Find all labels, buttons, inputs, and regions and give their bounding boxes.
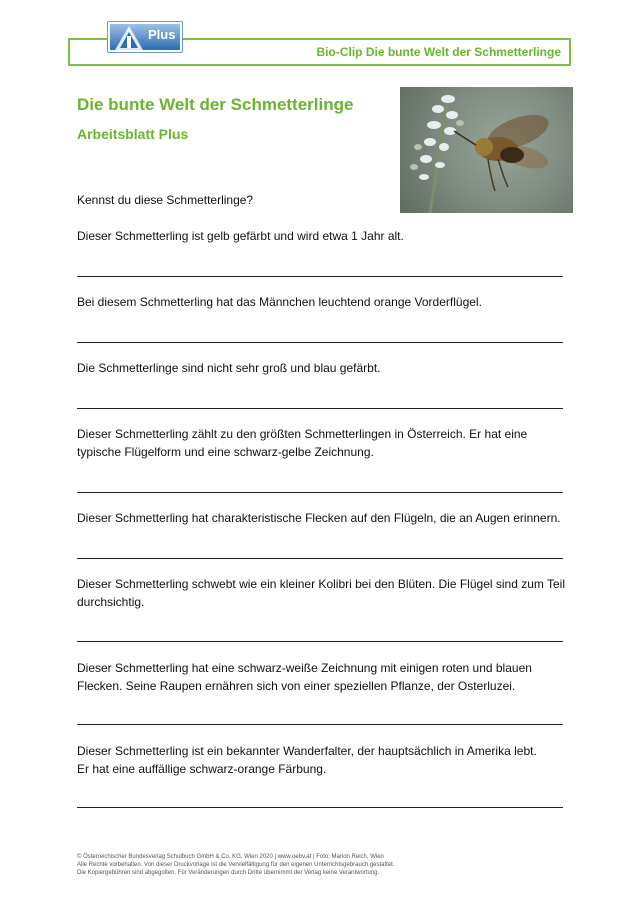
answer-line[interactable] bbox=[77, 641, 563, 642]
question-line: Er hat eine auffällige schwarz-orange Färbung. bbox=[77, 762, 327, 776]
triangle-logo-icon bbox=[113, 24, 145, 52]
logo bbox=[107, 21, 183, 53]
question-text bbox=[77, 359, 567, 377]
question-line: Dieser Schmetterling schwebt wie ein kleiner Kolibri bei den Blüten. Die Flügel sind zum Teil bbox=[77, 577, 566, 591]
question-line: Bei diesem Schmetterling hat das Männchen leuchtend orange Vorderflügel. bbox=[77, 295, 482, 309]
question-text bbox=[77, 293, 567, 311]
answer-line[interactable] bbox=[77, 558, 563, 559]
footer-line: Die Kopiergebühren sind abgegolten. Für Veränderungen durch Dritte übernimmt der Verlag keine Verantwortung. bbox=[77, 870, 380, 876]
intro-text: Kennst du diese Schmetterlinge? bbox=[77, 193, 254, 207]
question-line: typische Flügelform und eine schwarz-gelbe Zeichnung. bbox=[77, 445, 374, 459]
footer bbox=[77, 853, 395, 877]
footer-line: © Österreichischer Bundesverlag Schulbuch GmbH & Co. KG, Wien 2020 | www.oebv.at | Foto: Marion Reich, Wien bbox=[77, 854, 384, 860]
question-text bbox=[77, 509, 567, 527]
answer-line[interactable] bbox=[77, 492, 563, 493]
answer-line[interactable] bbox=[77, 408, 563, 409]
answer-line[interactable] bbox=[77, 724, 563, 725]
question-text bbox=[77, 742, 567, 778]
question-line: Dieser Schmetterling ist gelb gefärbt und wird etwa 1 Jahr alt. bbox=[77, 229, 404, 243]
question-line: Die Schmetterlinge sind nicht sehr groß und blau gefärbt. bbox=[77, 361, 381, 375]
footer-line: Alle Rechte vorbehalten. Von dieser Druckvorlage ist die Vervielfältigung für den eigenen Unterrichtsgebrauch gestattet. bbox=[77, 862, 395, 868]
page-title: Die bunte Welt der Schmetterlinge bbox=[77, 95, 354, 114]
page-subtitle: Arbeitsblatt Plus bbox=[77, 126, 189, 142]
question-text bbox=[77, 425, 567, 461]
question-line: Dieser Schmetterling ist ein bekannter Wanderfalter, der hauptsächlich in Amerika lebt. bbox=[77, 744, 537, 758]
answer-line[interactable] bbox=[77, 276, 563, 277]
question-text bbox=[77, 575, 567, 611]
answer-line[interactable] bbox=[77, 342, 563, 343]
question-line: durchsichtig. bbox=[77, 595, 145, 609]
question-text bbox=[77, 227, 567, 245]
header-title: Bio-Clip Die bunte Welt der Schmetterlinge bbox=[316, 45, 561, 59]
question-line: Dieser Schmetterling zählt zu den größten Schmetterlingen in Österreich. Er hat eine bbox=[77, 427, 528, 441]
question-line: Dieser Schmetterling hat charakteristische Flecken auf den Flügeln, die an Augen erinnern. bbox=[77, 511, 561, 525]
question-line: Flecken. Seine Raupen ernähren sich von einer speziellen Pflanze, der Osterluzei. bbox=[77, 679, 516, 693]
question-line: Dieser Schmetterling hat eine schwarz-weiße Zeichnung mit einigen roten und blauen bbox=[77, 661, 532, 675]
question-text bbox=[77, 659, 567, 695]
logo-text: Plus bbox=[148, 27, 176, 42]
answer-line[interactable] bbox=[77, 807, 563, 808]
moth-photo bbox=[400, 87, 573, 213]
